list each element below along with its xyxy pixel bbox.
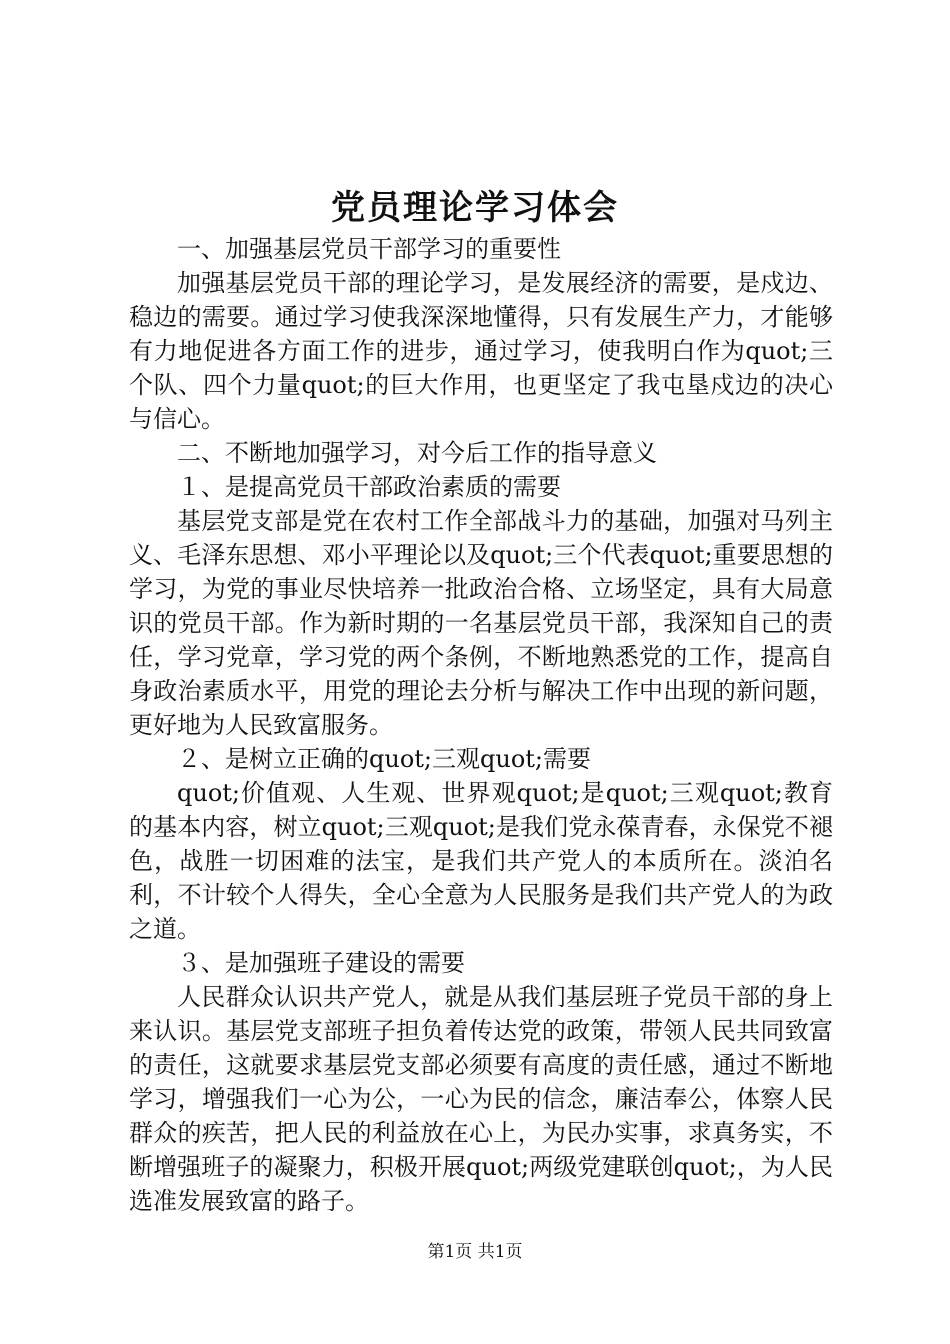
subsection-heading-1: １、是提高党员干部政治素质的需要 (177, 473, 561, 501)
document-body (129, 232, 833, 1218)
page-footer: 第1页 共1页 (427, 1242, 523, 1262)
document-title: 党员理论学习体会 (331, 188, 619, 228)
section-heading-2: 二、不断地加强学习，对今后工作的指导意义 (177, 439, 657, 467)
section-heading-1: 一、加强基层党员干部学习的重要性 (177, 235, 561, 263)
body-paragraph: quot;价值观、人生观、世界观quot;是quot;三观quot;教育的基本内容，树立quot;三观quot;是我们党永葆青春，永保党不褪色，战胜一切困难的法宝，是我们共产党人的本质所在。淡泊名利，不计较个人得失，全心全意为人民服务是我们共产党人的为政之道。 (129, 779, 833, 943)
subsection-heading-3: ３、是加强班子建设的需要 (177, 949, 465, 977)
body-paragraph: 加强基层党员干部的理论学习，是发展经济的需要，是戍边、稳边的需要。通过学习使我深深地懂得，只有发展生产力，才能够有力地促进各方面工作的进步，通过学习，使我明白作为quot;三个队、四个力量quot;的巨大作用，也更坚定了我屯垦戍边的决心与信心。 (129, 269, 833, 433)
body-paragraph: 人民群众认识共产党人，就是从我们基层班子党员干部的身上来认识。基层党支部班子担负着传达党的政策，带领人民共同致富的责任，这就要求基层党支部必须要有高度的责任感，通过不断地学习，增强我们一心为公，一心为民的信念，廉洁奉公，体察人民群众的疾苦，把人民的利益放在心上，为民办实事，求真务实，不断增强班子的凝聚力，积极开展quot;两级党建联创quot;，为人民选准发展致富的路子。 (129, 983, 833, 1215)
body-paragraph: 基层党支部是党在农村工作全部战斗力的基础，加强对马列主义、毛泽东思想、邓小平理论以及quot;三个代表quot;重要思想的学习，为党的事业尽快培养一批政治合格、立场坚定，具有大局意识的党员干部。作为新时期的一名基层党员干部，我深知自己的责任，学习党章，学习党的两个条例，不断地熟悉党的工作，提高自身政治素质水平，用党的理论去分析与解决工作中出现的新问题，更好地为人民致富服务。 (129, 507, 833, 739)
subsection-heading-2: ２、是树立正确的quot;三观quot;需要 (177, 745, 591, 773)
